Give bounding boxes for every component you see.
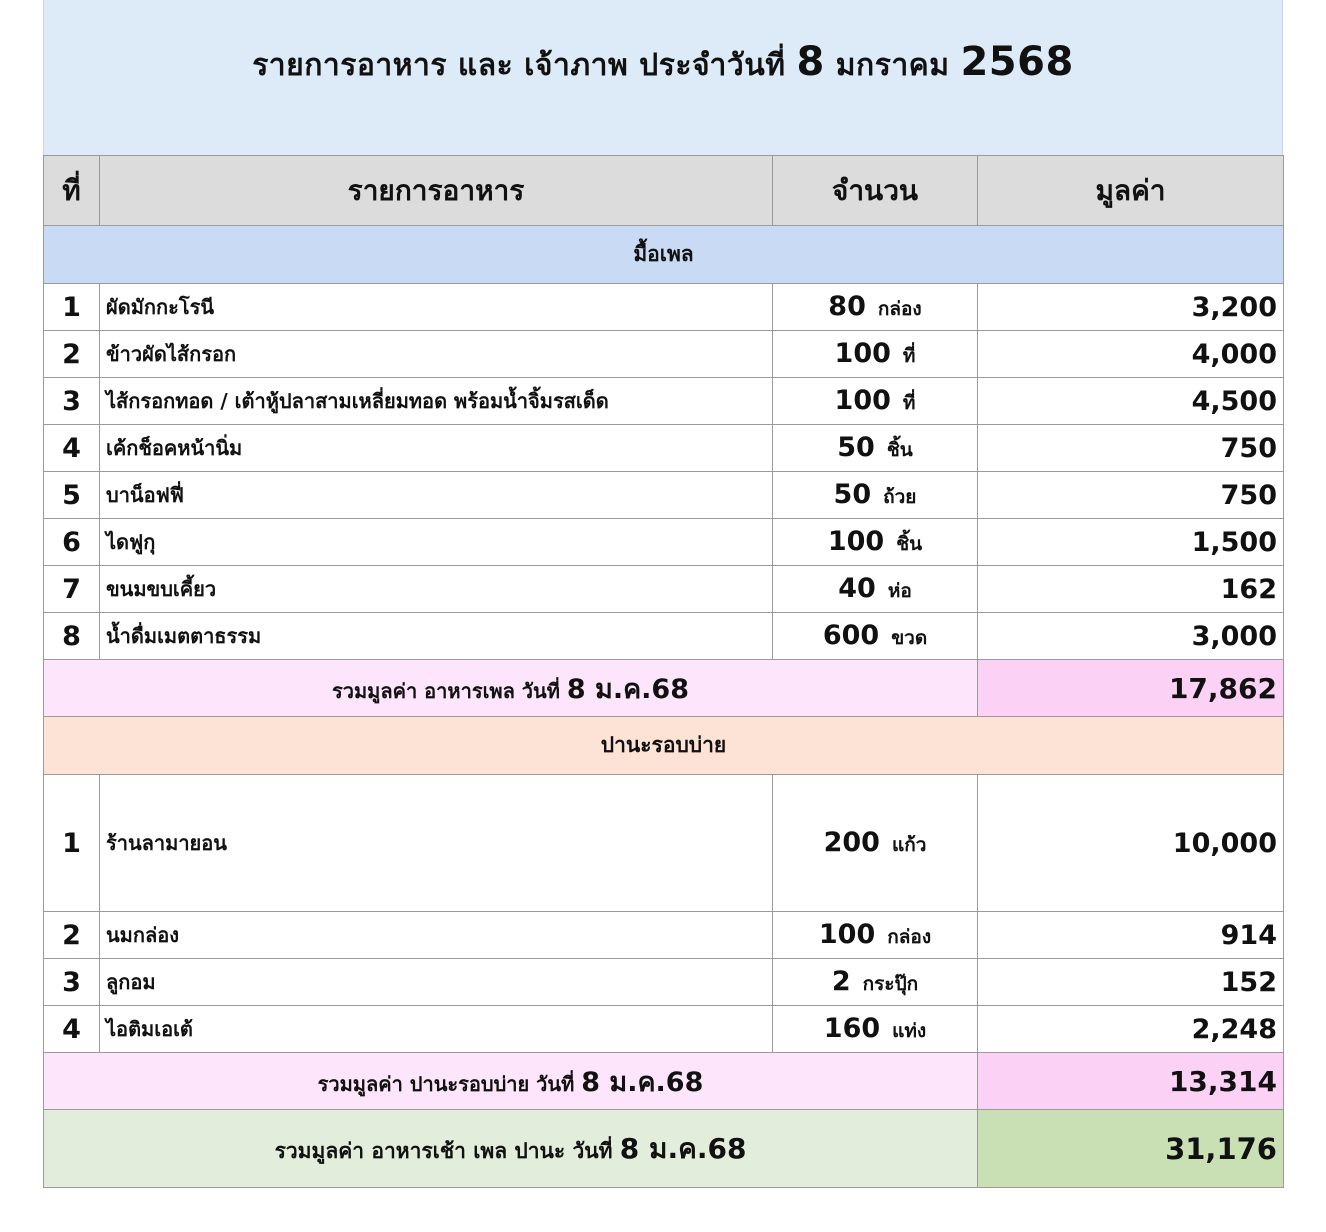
grand-total-date: 8 ม.ค.68: [619, 1131, 747, 1165]
qty-number: 50: [833, 478, 872, 510]
section-row-afternoon: [44, 717, 1284, 775]
section-row-lunch: [44, 226, 1284, 284]
qty-number: 80: [828, 290, 866, 322]
row-qty: [773, 284, 978, 331]
subtotal-label-text: รวมมูลค่า อาหารเพล วันที่: [332, 678, 560, 703]
row-item: น้ำดื่มเมตตาธรรม: [100, 613, 773, 660]
qty-unit: แท่ง: [892, 1019, 927, 1042]
qty-number: 160: [823, 1012, 881, 1044]
row-no: 1: [44, 775, 100, 912]
row-no: 6: [44, 519, 100, 566]
row-qty: [773, 566, 978, 613]
grand-total-value: 31,176: [978, 1110, 1284, 1188]
qty-unit: ชิ้น: [896, 532, 923, 555]
row-item: เค้กช็อคหน้านิ่ม: [100, 425, 773, 472]
table-row: [44, 959, 1284, 1006]
row-qty: [773, 519, 978, 566]
table-row: [44, 775, 1284, 912]
subtotal-label: [44, 660, 978, 717]
row-value: 750: [978, 472, 1284, 519]
row-no: 5: [44, 472, 100, 519]
grand-total-label-text: รวมมูลค่า อาหารเช้า เพล ปานะ วันที่: [274, 1138, 613, 1163]
row-value: 2,248: [978, 1006, 1284, 1053]
row-item: ลูกอม: [100, 959, 773, 1006]
section-title: มื้อเพล: [44, 226, 1284, 284]
row-item: ผัดมักกะโรนี: [100, 284, 773, 331]
qty-unit: กล่อง: [887, 925, 932, 948]
row-qty: [773, 613, 978, 660]
row-item: บาน็อฟฟี่: [100, 472, 773, 519]
subtotal-label-text: รวมมูลค่า ปานะรอบบ่าย วันที่: [317, 1071, 575, 1096]
subtotal-date: 8 ม.ค.68: [581, 1066, 704, 1098]
row-value: 4,000: [978, 331, 1284, 378]
table-row: [44, 472, 1284, 519]
row-item: ไอติมเอเต้: [100, 1006, 773, 1053]
row-no: 3: [44, 959, 100, 1006]
row-value: 914: [978, 912, 1284, 959]
qty-number: 2: [831, 965, 851, 997]
header-item: รายการอาหาร: [100, 156, 773, 226]
qty-number: 600: [822, 619, 880, 651]
row-no: 7: [44, 566, 100, 613]
table-row: [44, 1006, 1284, 1053]
title-day: 8: [796, 38, 825, 85]
page-title: [252, 39, 1074, 89]
qty-unit: แก้ว: [891, 833, 927, 856]
row-item: นมกล่อง: [100, 912, 773, 959]
row-value: 3,200: [978, 284, 1284, 331]
grand-total-row: [44, 1110, 1284, 1188]
row-qty: [773, 425, 978, 472]
row-value: 1,500: [978, 519, 1284, 566]
qty-unit: ขวด: [891, 626, 928, 649]
subtotal-value: 13,314: [978, 1053, 1284, 1110]
row-qty: [773, 1006, 978, 1053]
sheet: [43, 0, 1283, 1188]
subtotal-value: 17,862: [978, 660, 1284, 717]
row-item: ไดฟูกุ: [100, 519, 773, 566]
qty-unit: ห่อ: [887, 579, 912, 602]
food-table: [43, 155, 1284, 1188]
row-qty: [773, 912, 978, 959]
title-year: 2568: [960, 38, 1074, 85]
row-qty: [773, 775, 978, 912]
row-item: ขนมขบเคี้ยว: [100, 566, 773, 613]
header-qty: จำนวน: [773, 156, 978, 226]
row-value: 152: [978, 959, 1284, 1006]
qty-number: 100: [827, 525, 885, 557]
section-title: ปานะรอบบ่าย: [44, 717, 1284, 775]
row-no: 1: [44, 284, 100, 331]
qty-number: 40: [838, 572, 876, 604]
qty-unit: กระปุ๊ก: [862, 972, 919, 995]
row-value: 3,000: [978, 613, 1284, 660]
title-prefix: รายการอาหาร และ เจ้าภาพ ประจำวันที่: [252, 47, 786, 83]
row-item: ไส้กรอกทอด / เต้าหู้ปลาสามเหลี่ยมทอด พร้อมน้ำจิ้มรสเด็ด: [100, 378, 773, 425]
qty-unit: ถ้วย: [883, 485, 917, 508]
table-row: [44, 566, 1284, 613]
row-no: 4: [44, 425, 100, 472]
title-month: มกราคม: [835, 47, 950, 83]
subtotal-row-afternoon: [44, 1053, 1284, 1110]
table-row: [44, 613, 1284, 660]
qty-number: 100: [834, 337, 891, 369]
table-row: [44, 284, 1284, 331]
row-value: 162: [978, 566, 1284, 613]
table-row: [44, 378, 1284, 425]
qty-unit: กล่อง: [877, 297, 922, 320]
row-no: 8: [44, 613, 100, 660]
table-row: [44, 331, 1284, 378]
table-row: [44, 425, 1284, 472]
row-qty: [773, 331, 978, 378]
row-qty: [773, 472, 978, 519]
qty-number: 50: [837, 431, 875, 463]
row-item: ข้าวผัดไส้กรอก: [100, 331, 773, 378]
subtotal-label: [44, 1053, 978, 1110]
header-no: ที่: [44, 156, 100, 226]
qty-number: 200: [823, 826, 880, 858]
row-value: 4,500: [978, 378, 1284, 425]
qty-unit: ที่: [902, 344, 916, 367]
row-no: 2: [44, 912, 100, 959]
row-no: 4: [44, 1006, 100, 1053]
row-no: 3: [44, 378, 100, 425]
row-qty: [773, 959, 978, 1006]
qty-unit: ที่: [902, 391, 916, 414]
subtotal-row-lunch: [44, 660, 1284, 717]
grand-total-label: [44, 1110, 978, 1188]
row-item: ร้านลามายอน: [100, 775, 773, 912]
table-row: [44, 519, 1284, 566]
row-value: 10,000: [978, 775, 1284, 912]
row-value: 750: [978, 425, 1284, 472]
header-value: มูลค่า: [978, 156, 1284, 226]
qty-number: 100: [834, 384, 891, 416]
title-band: [43, 0, 1283, 155]
header-row: [44, 156, 1284, 226]
qty-number: 100: [818, 918, 876, 950]
row-qty: [773, 378, 978, 425]
row-no: 2: [44, 331, 100, 378]
qty-unit: ชิ้น: [886, 438, 913, 461]
subtotal-date: 8 ม.ค.68: [566, 673, 689, 705]
table-row: [44, 912, 1284, 959]
